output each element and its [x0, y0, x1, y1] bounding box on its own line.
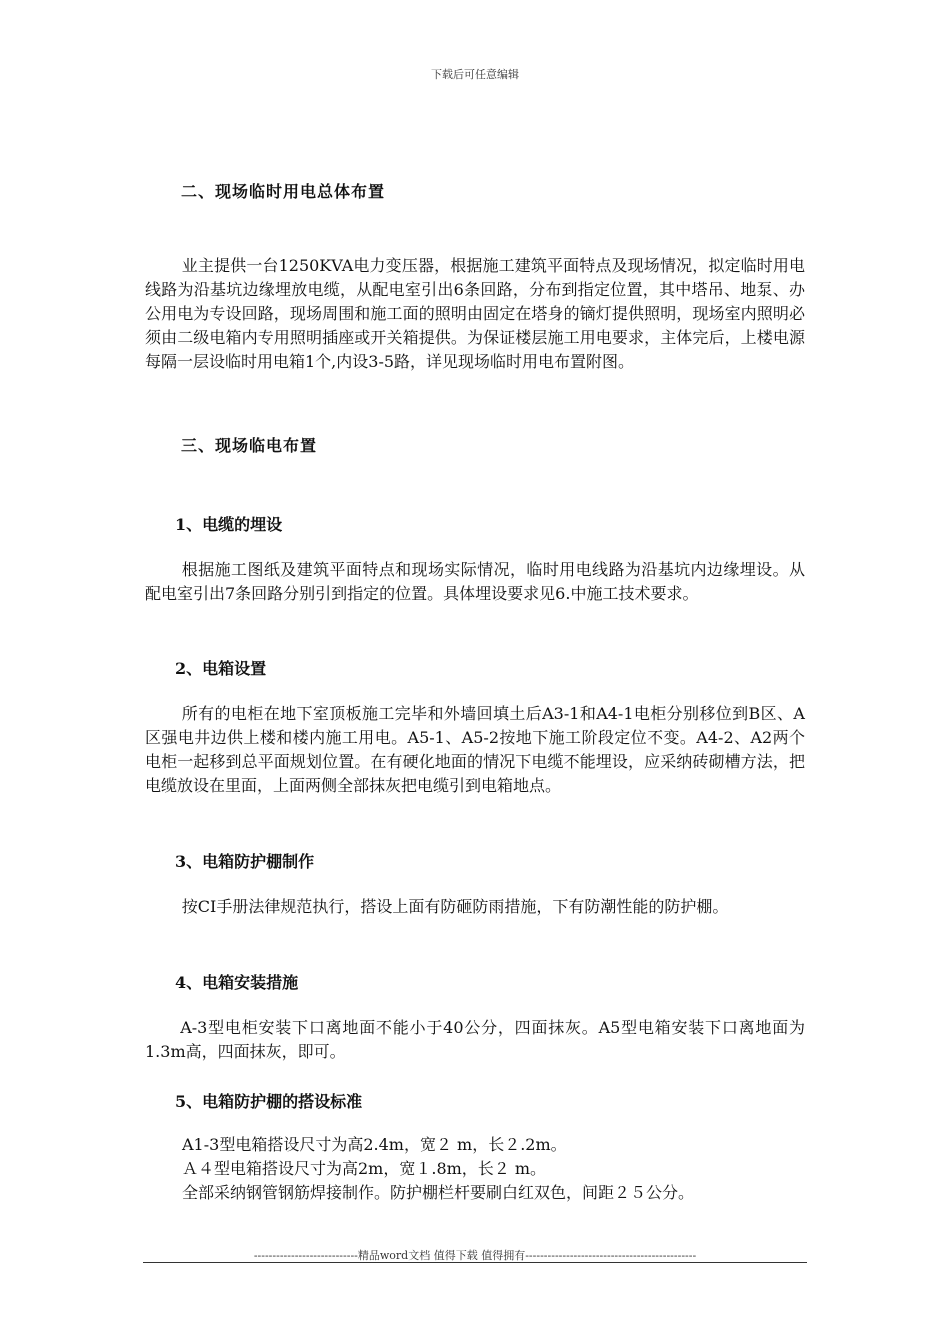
subsection-5-lines — [145, 1133, 805, 1205]
subsection-3-paragraph: 按CI手册法律规范执行，搭设上面有防砸防雨措施，下有防潮性能的防护棚。 — [181, 897, 729, 916]
section-2-paragraph: 业主提供一台1250KVA电力变压器，根据施工建筑平面特点及现场情况，拟定临时用电线路为沿基坑边缘埋放电缆，从配电室引出6条回路，分布到指定位置，其中塔吊、地泵、办公用电为专设回路，现场周围和施工面的照明由固定在塔身的镝灯提供照明，现场室内照明必须由二级电箱内专用照明插座或开关箱提供。为保证楼层施工用电要求，主体完后，上楼电源每隔一层设临时用电箱1个,内设3-5路，详见现场临时用电布置附图。 — [145, 256, 805, 371]
section-2-title: 二、现场临时用电总体布置 — [181, 182, 386, 201]
spec-line: 全部采纳钢管钢筋焊接制作。防护棚栏杆要刷白红双色，间距２５公分。 — [182, 1183, 695, 1202]
subsection-4-paragraph: A-3型电柜安装下口离地面不能小于40公分，四面抹灰。A5型电箱安装下口离地面为1.3m高，四面抹灰，即可。 — [145, 1018, 805, 1061]
footer-rule — [143, 1262, 807, 1263]
subsection-1-paragraph: 根据施工图纸及建筑平面特点和现场实际情况，临时用电线路为沿基坑内边缘埋设。从配电室引出7条回路分别引到指定的位置。具体埋设要求见6.中施工技术要求。 — [145, 560, 805, 603]
subsection-2-title: 2、电箱设置 — [175, 659, 267, 678]
page-header: 下载后可任意编辑 — [431, 68, 519, 81]
spec-line: Ａ４型电箱搭设尺寸为高2m，宽１.8m，长２ m。 — [182, 1159, 547, 1178]
subsection-1-title: 1、电缆的埋设 — [175, 515, 283, 534]
spec-line: A1-3型电箱搭设尺寸为高2.4m，宽２ m，长２.2m。 — [182, 1135, 567, 1154]
subsection-2-paragraph: 所有的电柜在地下室顶板施工完毕和外墙回填土后A3-1和A4-1电柜分别移位到B区、A区强电井边供上楼和楼内施工用电。A5-1、A5-2按地下施工阶段定位不变。A4-2、A2两个电柜一起移到总平面规划位置。在有硬化地面的情况下电缆不能埋设，应采纳砖砌槽方法，把电缆放设在里面，上面两侧全部抹灰把电缆引到电箱地点。 — [145, 704, 805, 795]
subsection-5-title: 5、电箱防护棚的搭设标准 — [175, 1092, 363, 1111]
section-3-title: 三、现场临电布置 — [181, 436, 318, 455]
subsection-3-title: 3、电箱防护棚制作 — [175, 852, 315, 871]
subsection-4-title: 4、电箱安装措施 — [175, 973, 299, 992]
page-footer: ----------------------------精品word文档 值得下载 值得拥有---------------------------------------------- — [253, 1249, 697, 1262]
